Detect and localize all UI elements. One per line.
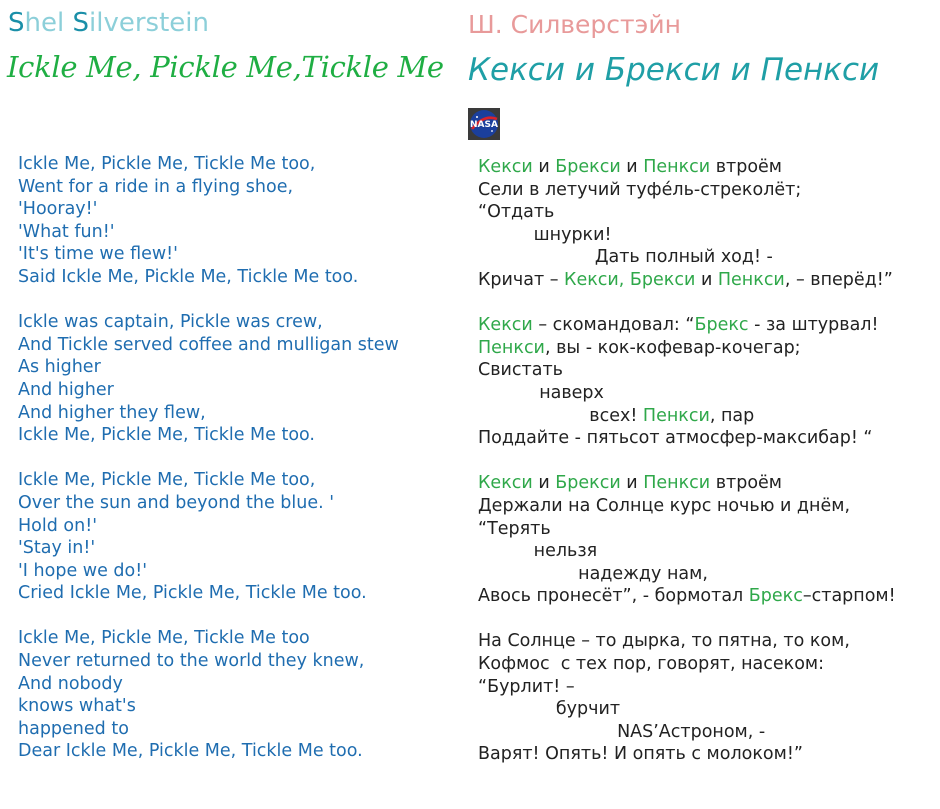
poem-text: “Терять <box>478 518 551 539</box>
poem-line <box>18 447 399 470</box>
author-initial-last: S <box>72 8 89 38</box>
character-name: Пенкси <box>478 337 545 358</box>
poem-text: , пар <box>709 405 755 426</box>
poem-line <box>478 450 896 473</box>
poem-text: наверх <box>478 382 604 403</box>
poem-text: бурчит <box>478 699 621 720</box>
poem-text: “Отдать <box>478 202 555 223</box>
poem-line <box>478 653 896 676</box>
russian-author: Ш. Силверстэйн <box>468 10 681 39</box>
poem-text: “Бурлит! – <box>478 676 575 697</box>
poem-text: и <box>695 269 718 290</box>
poem-text: – скомандовал: “ <box>532 315 695 336</box>
english-title: Ickle Me, Pickle Me,Tickle Me <box>7 50 444 84</box>
poem-text: Поддайте - пятьсот атмосфер-максибар! “ <box>478 428 873 449</box>
poem-text: всех! <box>478 405 643 426</box>
russian-title: Кекси и Брекси и Пенкси <box>468 52 880 88</box>
nasa-logo-icon <box>468 108 500 140</box>
poem-line: happened to <box>18 718 129 739</box>
poem-line: Dear Ickle Me, Pickle Me, Tickle Me too. <box>18 741 363 762</box>
poem-line <box>478 269 896 292</box>
poem-line <box>478 337 896 360</box>
poem-line: 'Hooray!' <box>18 199 98 220</box>
poem-line <box>18 289 399 312</box>
poem-text: надежду нам, <box>478 563 708 584</box>
character-name: Кекси <box>478 473 533 494</box>
poem-text: и <box>620 157 644 177</box>
poem-line: Hold on!' <box>18 515 98 536</box>
poem-line <box>478 359 896 382</box>
poem-text: , вы - кок-кофевар-кочегар; <box>544 337 801 358</box>
poem-text: втроём <box>710 157 783 177</box>
poem-text: –старпом! <box>802 586 896 607</box>
poem-line: And Tickle served coffee and mulligan stew <box>18 334 399 355</box>
poem-text: Свистать <box>478 360 563 381</box>
poem-line <box>478 495 896 518</box>
poem-line <box>478 563 896 586</box>
poem-text: втроём <box>710 473 783 494</box>
character-name: Брекс <box>694 315 749 336</box>
poem-line: knows what's <box>18 696 136 717</box>
poem-text: Дать полный ход! - <box>478 247 773 268</box>
poem-text: Держали на Солнце курс ночью и днём, <box>478 495 851 516</box>
poem-line <box>478 427 896 450</box>
poem-text: NAS’Астроном, - <box>478 721 766 742</box>
poem-line <box>478 608 896 631</box>
author-rest-last: ilverstein <box>89 8 209 38</box>
poem-line <box>478 540 896 563</box>
poem-line <box>478 179 896 202</box>
poem-text: , – вперёд!” <box>784 269 893 290</box>
poem-line: Ickle Me, Pickle Me, Tickle Me too. <box>18 425 315 446</box>
poem-line: Over the sun and beyond the blue. ' <box>18 492 335 513</box>
poem-line <box>478 156 896 179</box>
russian-poem <box>478 156 896 766</box>
character-name: Кекси <box>478 157 533 177</box>
poem-line <box>478 585 896 608</box>
poem-text: и <box>532 157 556 177</box>
poem-line: 'Stay in!' <box>18 538 96 559</box>
poem-line: 'What fun!' <box>18 221 115 242</box>
poem-text: Авось пронесёт”, - бормотал <box>478 586 749 607</box>
character-name: Пенкси <box>643 157 711 177</box>
character-name: Брекси <box>555 157 621 177</box>
poem-line: 'It's time we flew!' <box>18 244 178 265</box>
character-name: Брекс <box>748 586 803 607</box>
character-name: Пенкси <box>642 405 710 426</box>
poem-text: Сели в летучий туфе́ль-стреколёт; <box>478 179 802 200</box>
poem-text: Кричат – <box>478 269 565 290</box>
english-poem <box>18 153 399 763</box>
poem-text: Кофмос с тех пор, говорят, насеком: <box>478 654 825 675</box>
poem-line: Went for a ride in a flying shoe, <box>18 176 294 197</box>
poem-line <box>478 472 896 495</box>
character-name: Кекси <box>478 315 533 336</box>
poem-line <box>478 314 896 337</box>
poem-line: Ickle Me, Pickle Me, Tickle Me too <box>18 628 310 649</box>
poem-line: Ickle Me, Pickle Me, Tickle Me too, <box>18 470 316 491</box>
poem-line <box>478 224 896 247</box>
character-name: Пенкси <box>643 473 711 494</box>
poem-line <box>478 405 896 428</box>
poem-line: Never returned to the world they knew, <box>18 651 365 672</box>
poem-line <box>18 605 399 628</box>
character-name: Пенкси <box>717 269 785 290</box>
poem-line: 'I hope we do!' <box>18 560 148 581</box>
poem-line: Said Ickle Me, Pickle Me, Tickle Me too. <box>18 266 359 287</box>
poem-line <box>478 676 896 699</box>
poem-line <box>478 630 896 653</box>
poem-text: и <box>532 473 556 494</box>
poem-text: На Солнце – то дырка, то пятна, то ком, <box>478 631 850 652</box>
character-name: Кекси, Брекси <box>564 269 696 290</box>
poem-line: Ickle Me, Pickle Me, Tickle Me too, <box>18 154 316 174</box>
author-initial-first: S <box>8 8 25 38</box>
poem-line: Ickle was captain, Pickle was crew, <box>18 312 323 333</box>
poem-line: And higher they flew, <box>18 402 206 423</box>
poem-line: And higher <box>18 379 114 400</box>
poem-line: And nobody <box>18 673 123 694</box>
nasa-logo-text: NASA <box>470 120 498 130</box>
poem-text: шнурки! <box>478 224 612 245</box>
poem-text: - за штурвал! <box>748 315 879 336</box>
poem-line <box>478 292 896 315</box>
poem-line <box>478 246 896 269</box>
poem-line <box>478 201 896 224</box>
poem-text: Варят! Опять! И опять с молоком!” <box>478 744 803 765</box>
poem-line <box>478 518 896 541</box>
poem-line <box>478 721 896 744</box>
poem-text: нельзя <box>478 541 598 562</box>
poem-line <box>478 382 896 405</box>
poem-line: Cried Ickle Me, Pickle Me, Tickle Me too. <box>18 583 367 604</box>
poem-text: и <box>620 473 644 494</box>
poem-line <box>478 743 896 766</box>
poem-line: As higher <box>18 357 101 378</box>
english-author <box>8 8 209 38</box>
poem-line <box>478 698 896 721</box>
author-rest-first: hel <box>24 8 73 38</box>
character-name: Брекси <box>555 473 621 494</box>
